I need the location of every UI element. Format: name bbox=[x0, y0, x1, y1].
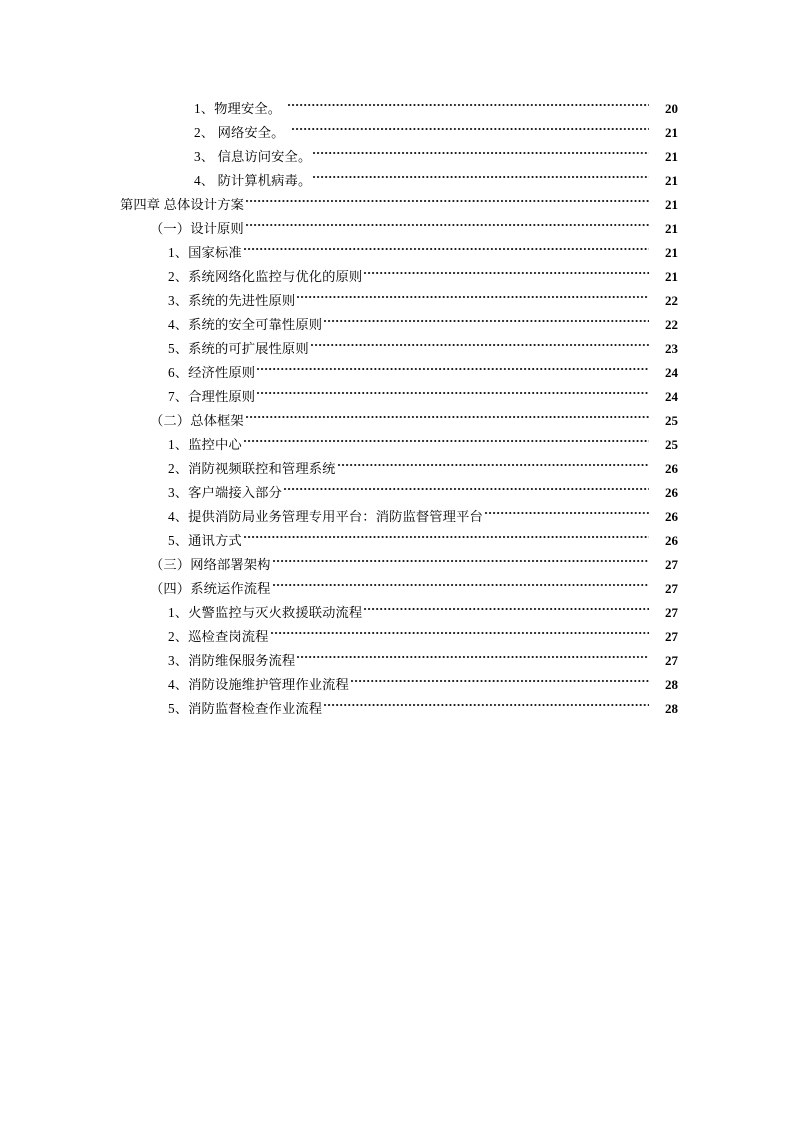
dot-leader bbox=[485, 497, 649, 521]
dot-leader bbox=[244, 425, 649, 449]
dot-leader bbox=[246, 185, 649, 209]
toc-entry-label: （四）系统运作流程 bbox=[150, 581, 271, 596]
toc-entry-page-number: 21 bbox=[665, 173, 678, 188]
toc-entry-page-number: 21 bbox=[665, 125, 678, 140]
toc-entry-label: 4、提供消防局业务管理专用平台：消防监督管理平台 bbox=[168, 509, 483, 524]
toc-entry-page-number: 21 bbox=[665, 221, 678, 236]
dot-leader bbox=[338, 449, 649, 473]
dot-leader bbox=[292, 113, 649, 137]
toc-entry[interactable] bbox=[0, 89, 793, 116]
dot-leader bbox=[246, 401, 649, 425]
dot-leader bbox=[244, 233, 649, 257]
toc-entry-label: 3、客户端接入部分 bbox=[168, 485, 282, 500]
dot-leader bbox=[297, 641, 649, 665]
toc-entry-page-number: 27 bbox=[665, 557, 678, 572]
dot-leader bbox=[313, 137, 649, 161]
dot-leader bbox=[273, 545, 649, 569]
dot-leader bbox=[297, 281, 649, 305]
toc-entry-label: 1、国家标准 bbox=[168, 245, 242, 260]
table-of-contents bbox=[0, 89, 793, 716]
toc-entry-label: （二）总体框架 bbox=[150, 413, 244, 428]
toc-entry-label: 5、通讯方式 bbox=[168, 533, 242, 548]
toc-entry-page-number: 21 bbox=[665, 269, 678, 284]
toc-entry-page-number: 27 bbox=[665, 629, 678, 644]
toc-entry-page-number: 22 bbox=[665, 293, 678, 308]
toc-entry-label: 1、物理安全。 bbox=[194, 101, 282, 116]
dot-leader bbox=[273, 569, 649, 593]
dot-leader bbox=[246, 209, 649, 233]
toc-entry-label: （三）网络部署架构 bbox=[150, 557, 271, 572]
dot-leader bbox=[284, 473, 649, 497]
toc-entry-label: 2、巡检查岗流程 bbox=[168, 629, 269, 644]
toc-entry-label: 6、经济性原则 bbox=[168, 365, 256, 380]
toc-entry-page-number: 28 bbox=[665, 677, 678, 692]
toc-entry-label: 1、火警监控与灭火救援联动流程 bbox=[168, 605, 363, 620]
dot-leader bbox=[257, 377, 649, 401]
dot-leader bbox=[244, 521, 649, 545]
toc-entry-label: 5、系统的可扩展性原则 bbox=[168, 341, 309, 356]
dot-leader bbox=[364, 593, 649, 617]
toc-entry-label: 4、 防计算机病毒。 bbox=[194, 173, 312, 188]
toc-entry-page-number: 24 bbox=[665, 389, 678, 404]
toc-entry-label: 第四章 总体设计方案 bbox=[120, 197, 244, 212]
toc-entry-page-number: 21 bbox=[665, 149, 678, 164]
toc-entry-page-number: 27 bbox=[665, 581, 678, 596]
toc-entry-page-number: 26 bbox=[665, 533, 678, 548]
toc-entry-label: 3、系统的先进性原则 bbox=[168, 293, 296, 308]
toc-entry-page-number: 26 bbox=[665, 509, 678, 524]
toc-entry-page-number: 22 bbox=[665, 317, 678, 332]
toc-entry-label: 1、监控中心 bbox=[168, 437, 242, 452]
toc-entry-label: 7、合理性原则 bbox=[168, 389, 256, 404]
toc-entry-label: （一）设计原则 bbox=[150, 221, 244, 236]
toc-entry-page-number: 26 bbox=[665, 461, 678, 476]
toc-entry-page-number: 28 bbox=[665, 701, 678, 716]
toc-entry-page-number: 25 bbox=[665, 413, 678, 428]
dot-leader bbox=[364, 257, 649, 281]
dot-leader bbox=[324, 689, 649, 713]
toc-entry-page-number: 20 bbox=[665, 101, 678, 116]
toc-entry-label: 4、系统的安全可靠性原则 bbox=[168, 317, 323, 332]
dot-leader bbox=[311, 329, 649, 353]
dot-leader bbox=[313, 161, 649, 185]
toc-entry-page-number: 23 bbox=[665, 341, 678, 356]
dot-leader bbox=[271, 617, 649, 641]
toc-entry-label: 5、消防监督检查作业流程 bbox=[168, 701, 323, 716]
toc-entry-label: 2、 网络安全。 bbox=[194, 125, 285, 140]
toc-entry-page-number: 21 bbox=[665, 245, 678, 260]
toc-entry-label: 3、 信息访问安全。 bbox=[194, 149, 312, 164]
toc-entry-label: 2、消防视频联控和管理系统 bbox=[168, 461, 336, 476]
dot-leader bbox=[257, 353, 649, 377]
toc-entry-label: 3、消防维保服务流程 bbox=[168, 653, 296, 668]
dot-leader bbox=[351, 665, 649, 689]
toc-entry-label: 4、消防设施维护管理作业流程 bbox=[168, 677, 349, 692]
dot-leader bbox=[324, 305, 649, 329]
toc-entry-page-number: 26 bbox=[665, 485, 678, 500]
toc-entry-label: 2、系统网络化监控与优化的原则 bbox=[168, 269, 363, 284]
toc-entry-page-number: 27 bbox=[665, 653, 678, 668]
toc-entry-page-number: 27 bbox=[665, 605, 678, 620]
toc-entry-page-number: 24 bbox=[665, 365, 678, 380]
dot-leader bbox=[288, 89, 649, 113]
toc-entry-page-number: 21 bbox=[665, 197, 678, 212]
toc-entry-page-number: 25 bbox=[665, 437, 678, 452]
